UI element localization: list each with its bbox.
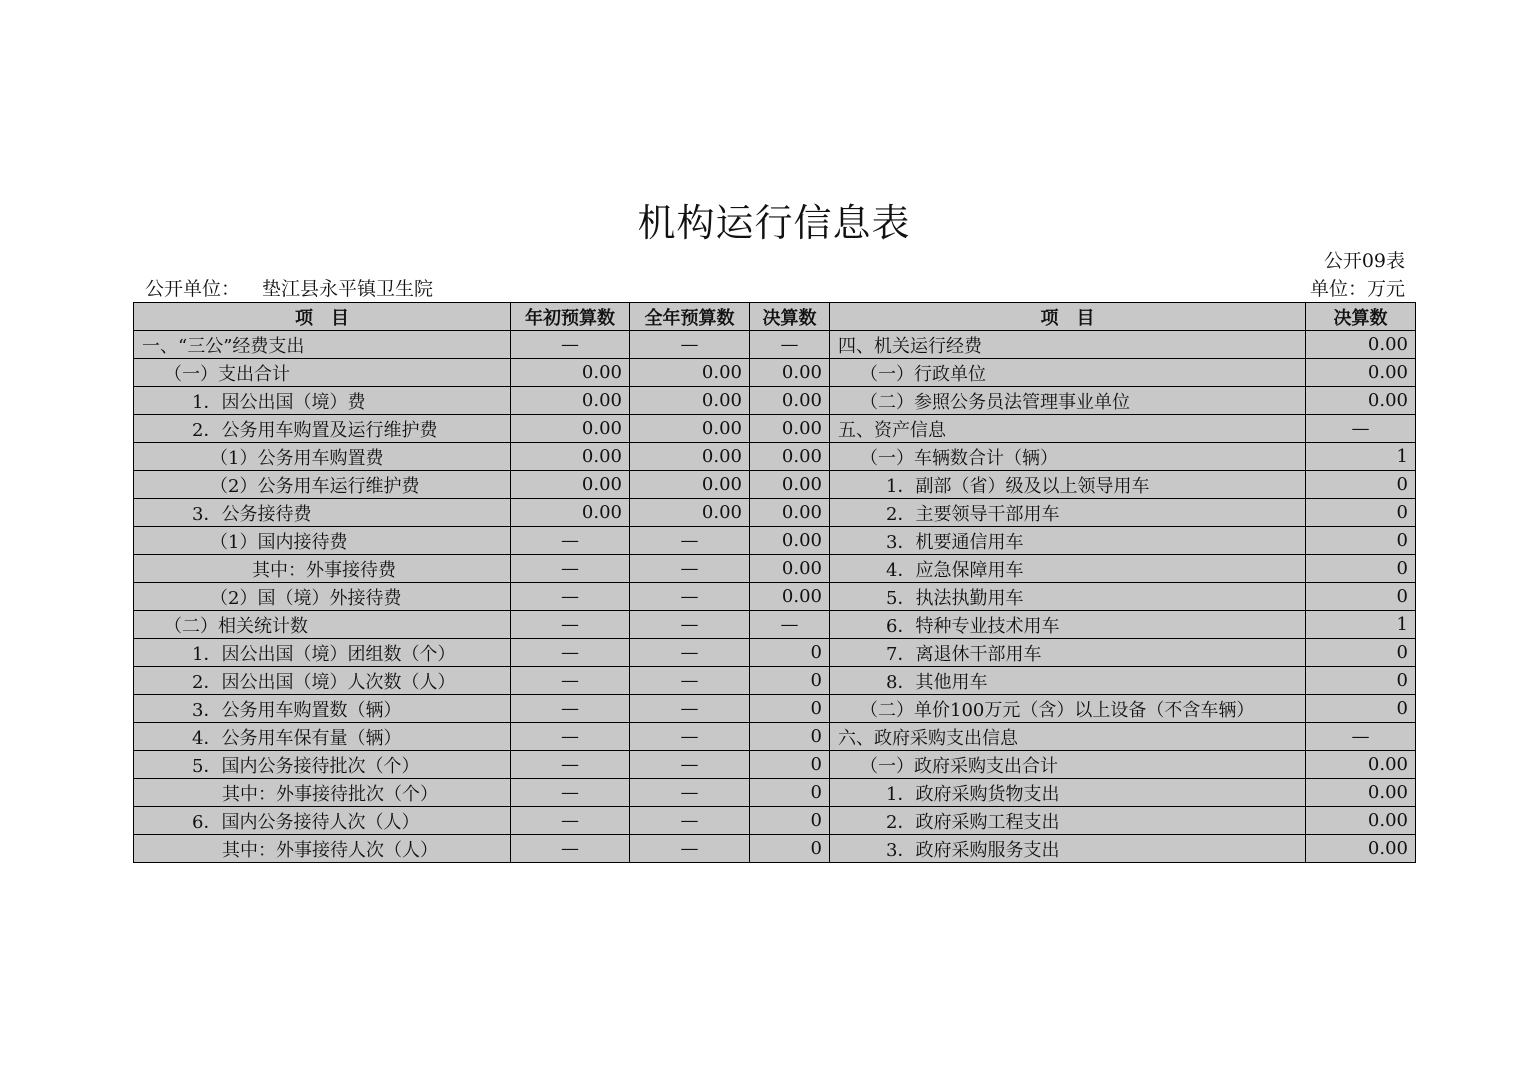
table-row [134,415,1416,443]
table-row [134,555,1416,583]
final-right-cell: 0 [1306,583,1416,611]
final-left-cell: 0.00 [750,555,830,583]
left-item-label: （1）国内接待费 [134,527,511,555]
form-number: 公开09表 [1323,250,1405,272]
final-left-cell: 0.00 [750,527,830,555]
budget-initial-cell: — [511,639,630,667]
table-row [134,807,1416,835]
left-item-label: 6．国内公务接待人次（人） [134,807,511,835]
budget-full-cell: — [630,723,750,751]
left-item-label: 1．因公出国（境）费 [134,387,511,415]
budget-full-cell: — [630,527,750,555]
unit-label: 公开单位： [145,278,241,300]
table-row [134,387,1416,415]
final-left-cell: — [750,331,830,359]
right-item-label: 8．其他用车 [830,667,1306,695]
final-right-cell: 0.00 [1306,835,1416,863]
budget-initial-cell: — [511,527,630,555]
final-right-cell: 0.00 [1306,331,1416,359]
table-row [134,583,1416,611]
budget-full-cell: 0.00 [630,443,750,471]
budget-full-cell: 0.00 [630,471,750,499]
info-table [133,302,1416,863]
final-right-cell: 0.00 [1306,359,1416,387]
left-item-label: 2．公务用车购置及运行维护费 [134,415,511,443]
left-item-label: 其中：外事接待批次（个） [134,779,511,807]
right-item-label: 3．机要通信用车 [830,527,1306,555]
budget-initial-cell: — [511,723,630,751]
page-title: 机构运行信息表 [637,201,911,245]
budget-initial-cell: — [511,331,630,359]
left-item-label: 其中：外事接待人次（人） [134,835,511,863]
table-row [134,751,1416,779]
final-left-cell: 0.00 [750,471,830,499]
left-item-label: 3．公务接待费 [134,499,511,527]
right-item-label: （一）政府采购支出合计 [830,751,1306,779]
left-item-label: 3．公务用车购置数（辆） [134,695,511,723]
table-row [134,471,1416,499]
right-item-label: 六、政府采购支出信息 [830,723,1306,751]
final-left-cell: 0 [750,639,830,667]
table-row [134,527,1416,555]
final-right-cell: 0 [1306,499,1416,527]
budget-full-cell: 0.00 [630,415,750,443]
budget-initial-cell: — [511,611,630,639]
final-left-cell: 0 [750,695,830,723]
final-left-cell: 0.00 [750,387,830,415]
left-item-label: （二）相关统计数 [134,611,511,639]
right-item-label: 4．应急保障用车 [830,555,1306,583]
budget-full-cell: 0.00 [630,387,750,415]
budget-initial-cell: 0.00 [511,471,630,499]
final-right-cell: 0 [1306,527,1416,555]
right-item-label: 7．离退休干部用车 [830,639,1306,667]
final-left-cell: 0 [750,667,830,695]
right-item-label: （二）单价100万元（含）以上设备（不含车辆） [830,695,1306,723]
left-item-label: 2．因公出国（境）人次数（人） [134,667,511,695]
budget-initial-cell: — [511,555,630,583]
final-left-cell: 0.00 [750,499,830,527]
right-item-label: （一）车辆数合计（辆） [830,443,1306,471]
table-row [134,835,1416,863]
budget-full-cell: — [630,779,750,807]
left-item-label: （一）支出合计 [134,359,511,387]
table-row [134,499,1416,527]
budget-initial-cell: — [511,667,630,695]
budget-full-cell: — [630,807,750,835]
final-right-cell: 0 [1306,555,1416,583]
final-left-cell: 0 [750,751,830,779]
budget-full-cell: 0.00 [630,359,750,387]
left-item-label: （2）公务用车运行维护费 [134,471,511,499]
left-item-label: （2）国（境）外接待费 [134,583,511,611]
header-budget-full: 全年预算数 [630,303,750,331]
budget-full-cell: — [630,751,750,779]
final-right-cell: 0.00 [1306,751,1416,779]
table-row [134,611,1416,639]
right-item-label: （二）参照公务员法管理事业单位 [830,387,1306,415]
budget-initial-cell: — [511,807,630,835]
table-row [134,667,1416,695]
final-left-cell: 0 [750,723,830,751]
budget-initial-cell: 0.00 [511,499,630,527]
table-row [134,723,1416,751]
unit-name: 垫江县永平镇卫生院 [262,278,434,300]
final-right-cell: 0.00 [1306,807,1416,835]
right-item-label: （一）行政单位 [830,359,1306,387]
final-left-cell: 0.00 [750,359,830,387]
header-final-left: 决算数 [750,303,830,331]
final-right-cell: 0.00 [1306,387,1416,415]
final-left-cell: — [750,611,830,639]
final-left-cell: 0.00 [750,415,830,443]
table-row [134,695,1416,723]
budget-full-cell: 0.00 [630,499,750,527]
right-item-label: 5．执法执勤用车 [830,583,1306,611]
header-right-item: 项 目 [830,303,1306,331]
final-right-cell: 1 [1306,611,1416,639]
right-item-label: 1．政府采购货物支出 [830,779,1306,807]
budget-full-cell: — [630,639,750,667]
right-item-label: 五、资产信息 [830,415,1306,443]
right-item-label: 3．政府采购服务支出 [830,835,1306,863]
budget-initial-cell: — [511,835,630,863]
money-unit: 单位：万元 [1309,278,1405,300]
table-body [134,331,1416,863]
budget-initial-cell: 0.00 [511,415,630,443]
final-right-cell: 0 [1306,667,1416,695]
final-left-cell: 0.00 [750,443,830,471]
budget-full-cell: — [630,835,750,863]
right-item-label: 1．副部（省）级及以上领导用车 [830,471,1306,499]
final-right-cell: 0.00 [1306,779,1416,807]
final-right-cell: — [1306,415,1416,443]
final-right-cell: 0 [1306,639,1416,667]
header-final-right: 决算数 [1306,303,1416,331]
final-right-cell: 0 [1306,471,1416,499]
left-item-label: 5．国内公务接待批次（个） [134,751,511,779]
left-item-label: 1．因公出国（境）团组数（个） [134,639,511,667]
final-right-cell: — [1306,723,1416,751]
left-item-label: 4．公务用车保有量（辆） [134,723,511,751]
budget-initial-cell: — [511,583,630,611]
budget-initial-cell: 0.00 [511,443,630,471]
right-item-label: 四、机关运行经费 [830,331,1306,359]
final-right-cell: 0 [1306,695,1416,723]
left-item-label: 其中：外事接待费 [134,555,511,583]
right-item-label: 2．主要领导干部用车 [830,499,1306,527]
table-row [134,639,1416,667]
budget-initial-cell: 0.00 [511,359,630,387]
budget-initial-cell: 0.00 [511,387,630,415]
left-item-label: 一、“三公”经费支出 [134,331,511,359]
header-left-item: 项 目 [134,303,511,331]
budget-initial-cell: — [511,751,630,779]
right-item-label: 2．政府采购工程支出 [830,807,1306,835]
table-row [134,443,1416,471]
left-item-label: （1）公务用车购置费 [134,443,511,471]
table-row [134,359,1416,387]
budget-full-cell: — [630,583,750,611]
budget-full-cell: — [630,331,750,359]
final-left-cell: 0 [750,835,830,863]
budget-full-cell: — [630,555,750,583]
final-right-cell: 1 [1306,443,1416,471]
table-row [134,331,1416,359]
final-left-cell: 0 [750,807,830,835]
final-left-cell: 0 [750,779,830,807]
right-item-label: 6．特种专业技术用车 [830,611,1306,639]
table-row [134,779,1416,807]
unit-line [145,274,433,301]
table-header-row [134,303,1416,331]
budget-full-cell: — [630,611,750,639]
header-budget-initial: 年初预算数 [511,303,630,331]
budget-full-cell: — [630,667,750,695]
budget-initial-cell: — [511,779,630,807]
budget-initial-cell: — [511,695,630,723]
final-left-cell: 0.00 [750,583,830,611]
budget-full-cell: — [630,695,750,723]
